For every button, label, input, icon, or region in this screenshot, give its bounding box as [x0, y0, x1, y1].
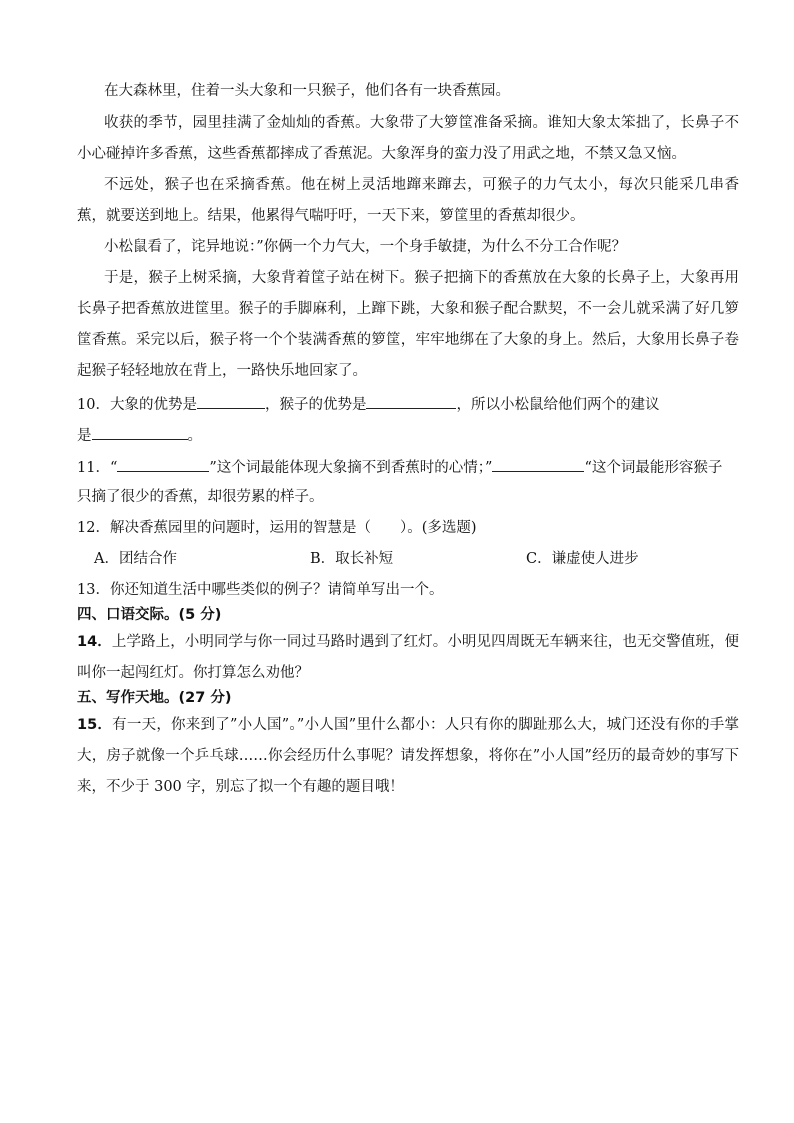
question-11-text-1: “: [109, 460, 118, 476]
passage-paragraph-3-line-1: 不远处，猴子也在采摘香蕉。他在树上灵活地蹿来蹿去，可猴子的力气太小，每次只能采几串香: [104, 177, 739, 193]
answer-blank-suggestion[interactable]: [92, 424, 188, 440]
question-13-text: 你还知道生活中哪些类似的例子？请简单写出一个。: [109, 582, 444, 598]
question-11-line-1: [77, 456, 739, 478]
question-10-text-4: 是: [77, 428, 92, 444]
answer-blank-elephant-mood-word[interactable]: [117, 456, 209, 472]
section-4-heading: 四、口语交际。(5 分): [77, 607, 222, 623]
question-14-number: 14．: [77, 634, 112, 650]
option-a[interactable]: A．团结合作: [94, 551, 177, 567]
passage-paragraph-4: 小松鼠看了，诧异地说：”你俩一个力气大，一个身手敏捷，为什么不分工合作呢？: [104, 239, 627, 255]
passage-paragraph-5-line-4: 起猴子轻轻地放在背上，一路快乐地回家了。: [77, 363, 367, 379]
passage-paragraph-5-line-2: 长鼻子把香蕉放进筐里。猴子的手脚麻利，上蹿下跳，大象和猴子配合默契，不一会儿就采满了好几箩: [77, 301, 739, 317]
answer-blank-elephant-advantage[interactable]: [197, 393, 265, 409]
answer-blank-monkey-tired-word[interactable]: [492, 456, 584, 472]
question-10-line-1: [77, 393, 739, 415]
passage-paragraph-2-line-2: 小心碰掉许多香蕉，这些香蕉都摔成了香蕉泥。大象浑身的蛮力没了用武之地，不禁又急又恼。: [77, 146, 686, 162]
question-13-line: [77, 580, 739, 600]
section-5-heading: 五、写作天地。(27 分): [77, 690, 232, 706]
question-15-line-2: 大，房子就像一个乒乓球……你会经历什么事呢？请发挥想象，将你在”小人国”经历的最奇妙的事写下: [77, 748, 739, 764]
question-11-line-2: 只摘了很少的香蕉，却很劳累的样子。: [77, 489, 324, 505]
option-c[interactable]: C．谦虚使人进步: [526, 551, 639, 567]
question-14-line-2: 叫你一起闯红灯。你打算怎么劝他？: [77, 665, 309, 681]
passage-paragraph-3-line-2: 蕉，就要送到地上。结果，他累得气喘吁吁，一天下来，箩筐里的香蕉却很少。: [77, 208, 585, 224]
question-14-text-1: 上学路上，小明同学与你一同过马路时遇到了红灯。小明见四周既无车辆来往，也无交警值班，便: [111, 634, 739, 650]
question-12-line: [77, 518, 739, 538]
question-10-text-5: 。: [187, 428, 202, 444]
question-10-line-2: [77, 424, 739, 446]
passage-paragraph-5-line-1: 于是，猴子上树采摘，大象背着筐子站在树下。猴子把摘下的香蕉放在大象的长鼻子上，大象再用: [104, 270, 739, 286]
passage-paragraph-5-line-3: 筐香蕉。采完以后，猴子将一个个装满香蕉的箩筐，牢牢地绑在了大象的身上。然后，大象用长鼻子卷: [77, 332, 739, 348]
passage-paragraph-1: 在大森林里，住着一头大象和一只猴子，他们各有一块香蕉园。: [104, 83, 510, 99]
passage-paragraph-2-line-1: 收获的季节，园里挂满了金灿灿的香蕉。大象带了大箩筐准备采摘。谁知大象太笨拙了，长鼻子不: [104, 115, 739, 131]
question-11-number: 11．: [77, 460, 110, 476]
question-10-text-2: ，猴子的优势是: [264, 397, 367, 413]
question-14-line-1: [77, 632, 739, 652]
question-10-number: 10．: [77, 397, 110, 413]
question-15-number: 15．: [77, 717, 113, 733]
answer-blank-monkey-advantage[interactable]: [366, 393, 456, 409]
question-13-number: 13．: [77, 582, 110, 598]
question-15-line-3: 来，不少于 300 字，别忘了拟一个有趣的题目哦！: [77, 779, 404, 795]
question-12-text: 解决香蕉园里的问题时，运用的智慧是（ ）。(多选题): [109, 520, 477, 536]
question-10-text-3: ，所以小松鼠给他们两个的建议: [456, 397, 660, 413]
question-15-text-1: 有一天，你来到了”小人国”。”小人国”里什么都小：人只有你的脚趾那么大，城门还没有你的手掌: [112, 717, 739, 733]
question-10-text-1: 大象的优势是: [109, 397, 197, 413]
question-15-line-1: [77, 715, 739, 735]
question-11-text-3: “这个词最能形容猴子: [584, 460, 723, 476]
question-11-text-2: ”这个词最能体现大象摘不到香蕉时的心情；”: [209, 460, 493, 476]
option-b[interactable]: B．取长补短: [310, 551, 394, 567]
question-12-number: 12．: [77, 520, 110, 536]
